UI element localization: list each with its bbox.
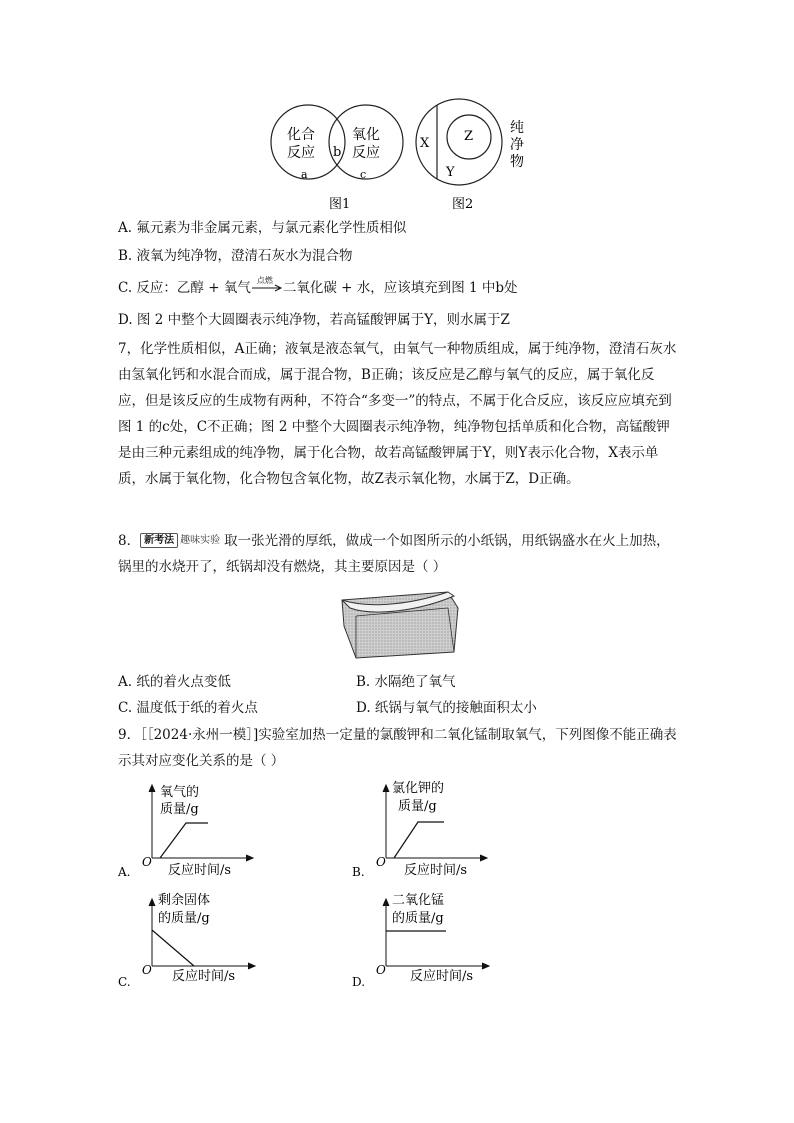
figure-1 [271,105,403,212]
fig2-side-2: 净 [510,137,524,153]
q8-stem [118,528,678,580]
graph-d-origin: O [376,963,386,977]
graph-c-ylabel-1: 剩余固体 [158,893,211,908]
fig1-right-line2: 反应 [352,145,380,161]
q7-option-b: B. 液氧为纯净物，澄清石灰水为混合物 [118,248,353,264]
graph-a [118,776,268,880]
fig2-side-3: 物 [510,154,524,170]
graph-c-letter: C. [118,975,131,989]
q7-option-c-post: 二氧化碳 + 水，应该填充到图 1 中b处 [282,280,518,296]
graph-a-xlabel: 反应时间/s [168,863,232,878]
graph-b-curve [394,822,444,858]
q7-option-c [118,278,518,298]
q7-option-c-pre: C. 反应：乙醇 + 氧气 [118,280,251,296]
q7-answer: 7，化学性质相似，A正确；液氧是液态氧气，由氧气一种物质组成，属于纯净物，澄清石灰水由氢氧化钙和水混合而成，属于混合物，B正确；该反应是乙醇与氧气的反应，属于氧化反应，但是该反应的生成物有两种，不符合“多变一”的特点，不属于化合反应，该反应应填充到图 1 的c处，C不正确；图 2 中整个大圆圈表示纯净物，纯净物包括单质和化合物，高锰酸钾是由三种元素组成的纯净物，属于化合物，故若高锰酸钾属于Y，则Y表示化合物，X表示单质，水属于氧化物，化合物包含氧化物，故Z表示氧化物，水属于Z，D正确。 [118,341,677,487]
fig1-overlap-letter: b [333,145,342,160]
fun-experiment-tag: 趣味实验 [180,535,221,546]
fig1-left-letter: a [301,168,308,181]
graph-d-letter: D. [352,975,366,989]
graph-b-ylabel-1: 氯化钾的 [392,781,445,796]
paper-pot-body [342,592,458,658]
graph-c-ylabel-2: 的质量/g [158,911,210,926]
graph-b-xlabel: 反应时间/s [404,863,468,878]
fig2-z-label: Z [464,129,474,144]
fig1-left-line2: 反应 [287,145,315,161]
paper-pot-illustration [336,586,464,664]
graph-b [352,776,502,880]
figure-2 [416,99,524,212]
reaction-condition: 点燃 [256,276,273,285]
graph-c-curve [152,930,194,966]
q8-number: 8． [118,533,141,549]
q8-question: 取一张光滑的厚纸，做成一个如图所示的小纸锅，用纸锅盛水在火上加热，锅里的水烧开了，纸锅却没有燃烧，其主要原因是（ ） [118,533,670,575]
q8-option-c: C. 温度低于纸的着火点 [118,700,258,716]
graph-c-xlabel: 反应时间/s [172,969,236,984]
venn-figures [260,92,540,214]
graph-b-ylabel-2: 质量/g [398,799,437,814]
fig1-right-letter: c [360,168,367,181]
graph-d-ylabel-2: 的质量/g [392,911,444,926]
fig1-caption: 图1 [329,197,351,212]
fig1-right-line1: 氧化 [352,127,380,143]
fig2-x-label: X [420,136,430,151]
fig2-y-label: Y [446,165,455,180]
q8-option-d: D. 纸锅与氧气的接触面积太小 [356,700,537,716]
q9-stem: 9．［［2024·永州一模］]实验室加热一定量的氯酸钾和二氧化锰制取氧气，下列图像不能正确表示其对应变化关系的是（ ） [118,727,677,769]
new-method-tag: 新考法 [140,533,178,548]
graph-c-origin: O [142,963,152,977]
q7-option-a: A. 氟元素为非金属元素，与氯元素化学性质相似 [118,220,407,236]
graph-d-ylabel-1: 二氧化锰 [392,893,445,908]
graph-d-xlabel: 反应时间/s [410,969,474,984]
graph-d [352,888,502,992]
graph-c [118,888,268,992]
reaction-arrow [251,276,283,294]
q8-option-b: B. 水隔绝了氧气 [356,674,456,690]
graph-a-curve [160,823,208,858]
q8-option-a: A. 纸的着火点变低 [118,674,231,690]
fig2-caption: 图2 [452,197,474,212]
fig2-side-1: 纯 [510,120,524,136]
graph-b-origin: O [376,855,386,869]
graph-a-ylabel-2: 质量/g [160,802,199,817]
graph-a-ylabel-1: 氧气的 [160,785,200,800]
graph-a-origin: O [142,855,152,869]
graph-b-letter: B. [352,865,365,879]
graph-a-letter: A. [118,865,131,879]
fig1-left-line1: 化合 [287,127,315,143]
q7-option-d: D. 图 2 中整个大圆圈表示纯净物，若高锰酸钾属于Y，则水属于Z [118,312,510,328]
